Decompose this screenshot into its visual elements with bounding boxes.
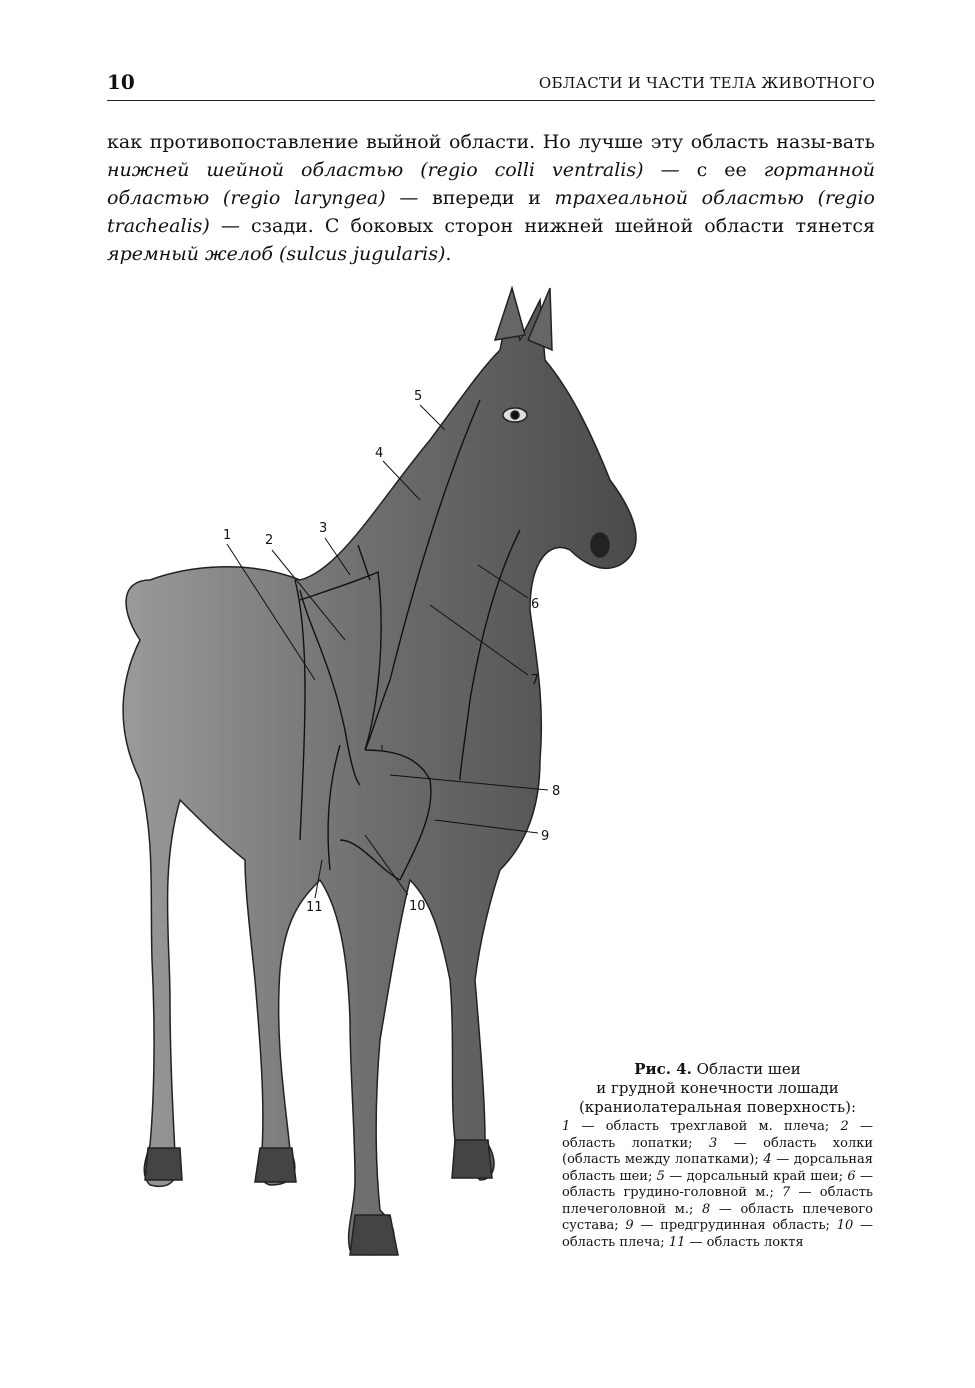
legend-num: 10	[836, 1218, 854, 1233]
legend-num: 4	[763, 1152, 772, 1167]
figure-caption	[562, 1060, 873, 1251]
text-span: как противопоставление выйной области. Но лучше эту область назы-вать	[107, 131, 875, 153]
label-1: 1	[223, 528, 232, 543]
term-italic: гортанной областью (regio laryngea)	[107, 159, 875, 209]
legend-text: — область лопатки;	[562, 1119, 873, 1151]
legend-num: 9	[625, 1218, 634, 1233]
legend-text: — область локтя	[685, 1234, 804, 1250]
text-span: — сзади. С боковых сторон нижней шейной области тянется	[209, 215, 875, 237]
legend-num: 2	[840, 1119, 849, 1134]
body-paragraph	[107, 128, 875, 268]
text-span: — впереди и	[385, 187, 555, 209]
legend-text: — область плечевого сустава;	[562, 1201, 873, 1233]
legend-text: — область плеча;	[562, 1218, 873, 1250]
figure-ref: Рис. 4.	[634, 1060, 692, 1078]
legend-text: — область плечеголовной м.;	[562, 1185, 873, 1217]
term-italic: яремный желоб (sulcus jugularis)	[107, 243, 446, 265]
running-head: ОБЛАСТИ И ЧАСТИ ТЕЛА ЖИВОТНОГО	[538, 74, 875, 92]
text-span: — с ее	[643, 159, 764, 181]
legend-num: 5	[656, 1168, 665, 1184]
legend-text: — область грудино-головной м.;	[562, 1168, 873, 1200]
label-3: 3	[319, 521, 328, 536]
label-10: 10	[409, 899, 426, 914]
term-italic: трахеальной областью (regio trachealis)	[107, 187, 875, 237]
caption-title-line3: (краниолатеральная поверхность):	[578, 1098, 857, 1116]
label-4: 4	[375, 446, 384, 461]
label-11: 11	[306, 900, 323, 915]
term-italic: нижней шейной областью (regio colli ventralis)	[107, 159, 644, 181]
legend-num: 3	[708, 1135, 718, 1151]
caption-title-text: Области шеи	[691, 1060, 801, 1078]
legend-text: — область холки (область между лопатками);	[562, 1135, 873, 1167]
text-span: .	[445, 243, 452, 265]
caption-title-line2: и грудной конечности лошади	[596, 1079, 839, 1097]
legend-num: 6	[847, 1168, 856, 1184]
caption-legend	[562, 1119, 873, 1251]
label-2: 2	[265, 533, 274, 548]
legend-num: 11	[668, 1234, 686, 1250]
legend-num: 1	[562, 1119, 571, 1134]
label-5: 5	[414, 389, 423, 404]
label-6: 6	[531, 597, 540, 612]
label-7: 7	[531, 673, 540, 688]
legend-text: — дорсальный край шеи;	[664, 1168, 848, 1184]
label-8: 8	[552, 784, 561, 799]
legend-text: — предгрудинная область;	[633, 1218, 837, 1233]
legend-text: — область трехглавой м. плеча;	[570, 1119, 841, 1134]
legend-num: 7	[782, 1185, 791, 1200]
legend-num: 8	[701, 1201, 711, 1217]
label-9: 9	[541, 829, 550, 844]
horse-silhouette	[123, 288, 636, 1255]
page-number: 10	[107, 70, 135, 94]
legend-text: — дорсальная область шеи;	[562, 1152, 873, 1184]
caption-title	[562, 1060, 873, 1117]
page-header	[107, 70, 875, 101]
